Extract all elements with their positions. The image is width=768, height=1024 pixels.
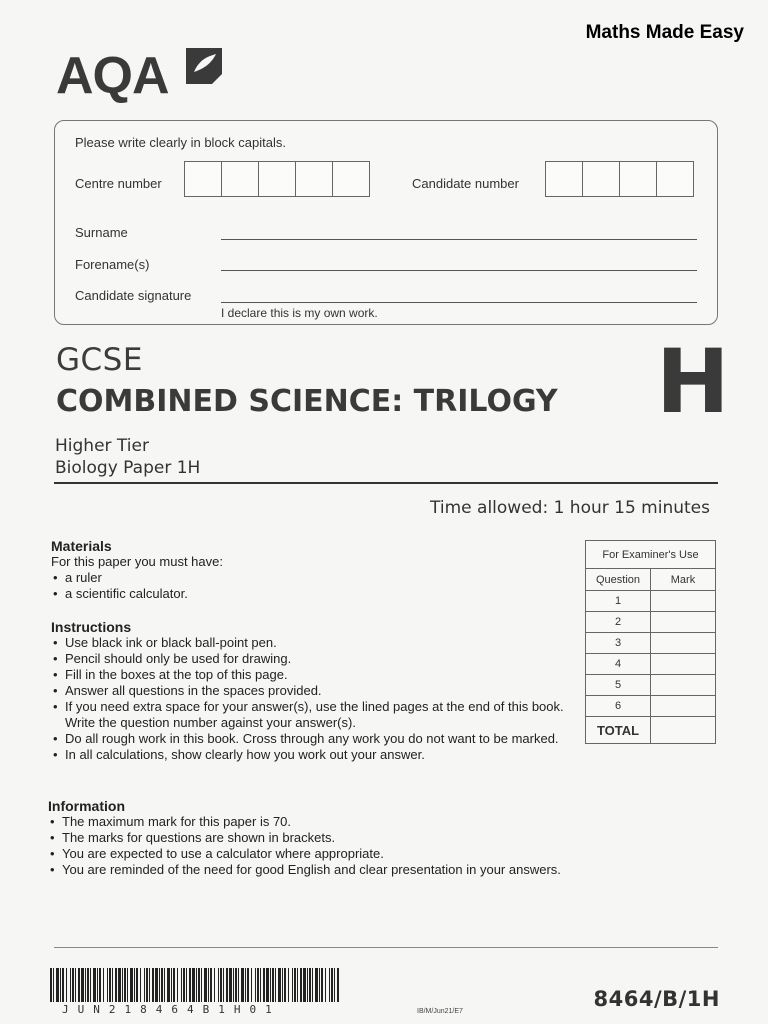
candidate-digit-box[interactable] — [545, 161, 583, 197]
candidate-digit-box[interactable] — [582, 161, 620, 197]
question-number: 1 — [586, 591, 651, 612]
barcode-icon — [50, 968, 340, 1004]
information-section — [48, 798, 648, 878]
information-heading: Information — [48, 798, 125, 814]
total-mark-cell[interactable] — [651, 717, 716, 744]
tier-label: Higher Tier — [55, 436, 149, 456]
examiner-use-table — [585, 540, 716, 744]
question-column-header: Question — [586, 569, 651, 591]
paper-code: 8464/B/1H — [593, 987, 720, 1011]
instruction-item: • Do all rough work in this book. Cross through any work you do not want to be marked. — [51, 731, 573, 747]
instructions-heading: Instructions — [51, 619, 132, 635]
total-label: TOTAL — [586, 717, 651, 744]
materials-heading: Materials — [51, 538, 112, 554]
information-item: • The marks for questions are shown in brackets. — [48, 830, 648, 846]
candidate-number-boxes[interactable] — [546, 161, 694, 197]
instruction-item: • In all calculations, show clearly how you work out your answer. — [51, 747, 573, 763]
materials-intro: For this paper you must have: — [51, 554, 223, 569]
information-item: • You are expected to use a calculator where appropriate. — [48, 846, 648, 862]
instruction-item: • Use black ink or black ball-point pen. — [51, 635, 573, 651]
aqa-logo-mark-icon — [184, 46, 224, 86]
question-number: 3 — [586, 633, 651, 654]
mark-cell[interactable] — [651, 591, 716, 612]
question-number: 2 — [586, 612, 651, 633]
instruction-item: • Pencil should only be used for drawing. — [51, 651, 573, 667]
barcode-text: JUN218464B1H01 — [62, 1003, 281, 1016]
logo-text: AQA — [56, 47, 169, 105]
centre-digit-box[interactable] — [221, 161, 259, 197]
forenames-line[interactable] — [221, 270, 697, 271]
watermark: Maths Made Easy — [585, 22, 744, 43]
declaration-text: I declare this is my own work. — [221, 306, 378, 320]
signature-label: Candidate signature — [75, 288, 192, 303]
header-divider — [54, 482, 718, 484]
question-number: 6 — [586, 696, 651, 717]
instruction-item: • Answer all questions in the spaces provided. — [51, 683, 573, 699]
subject-title: COMBINED SCIENCE: TRILOGY — [56, 384, 558, 419]
qualification-title: GCSE — [56, 342, 143, 378]
candidate-number-label: Candidate number — [412, 176, 519, 191]
materials-section — [51, 538, 571, 602]
candidate-details-box — [54, 120, 718, 325]
surname-label: Surname — [75, 225, 128, 240]
mark-cell[interactable] — [651, 696, 716, 717]
centre-digit-box[interactable] — [258, 161, 296, 197]
information-item: • You are reminded of the need for good English and clear presentation in your answers. — [48, 862, 648, 878]
block-capitals-instruction: Please write clearly in block capitals. — [75, 135, 286, 150]
examiner-table-title: For Examiner's Use — [586, 541, 716, 569]
centre-digit-box[interactable] — [332, 161, 370, 197]
surname-line[interactable] — [221, 239, 697, 240]
mark-cell[interactable] — [651, 633, 716, 654]
instructions-section — [51, 619, 573, 763]
aqa-logo — [56, 46, 226, 106]
candidate-digit-box[interactable] — [619, 161, 657, 197]
instruction-item: • If you need extra space for your answer(s), use the lined pages at the end of this book. Write the question number against your answer(s). — [51, 699, 573, 731]
mark-column-header: Mark — [651, 569, 716, 591]
information-item: • The maximum mark for this paper is 70. — [48, 814, 648, 830]
forenames-label: Forename(s) — [75, 257, 150, 272]
footer-divider — [54, 947, 718, 948]
time-allowed: Time allowed: 1 hour 15 minutes — [430, 498, 710, 518]
mark-cell[interactable] — [651, 675, 716, 696]
paper-label: Biology Paper 1H — [55, 458, 201, 478]
tier-letter: H — [656, 330, 730, 433]
instruction-item: • Fill in the boxes at the top of this page. — [51, 667, 573, 683]
mark-cell[interactable] — [651, 612, 716, 633]
centre-number-boxes[interactable] — [185, 161, 370, 197]
mark-cell[interactable] — [651, 654, 716, 675]
signature-line[interactable] — [221, 302, 697, 303]
centre-digit-box[interactable] — [184, 161, 222, 197]
candidate-digit-box[interactable] — [656, 161, 694, 197]
question-number: 4 — [586, 654, 651, 675]
materials-item: • a ruler — [51, 570, 571, 586]
centre-digit-box[interactable] — [295, 161, 333, 197]
centre-number-label: Centre number — [75, 176, 162, 191]
materials-item: • a scientific calculator. — [51, 586, 571, 602]
paper-reference: IB/M/Jun21/E7 — [417, 1008, 463, 1015]
question-number: 5 — [586, 675, 651, 696]
